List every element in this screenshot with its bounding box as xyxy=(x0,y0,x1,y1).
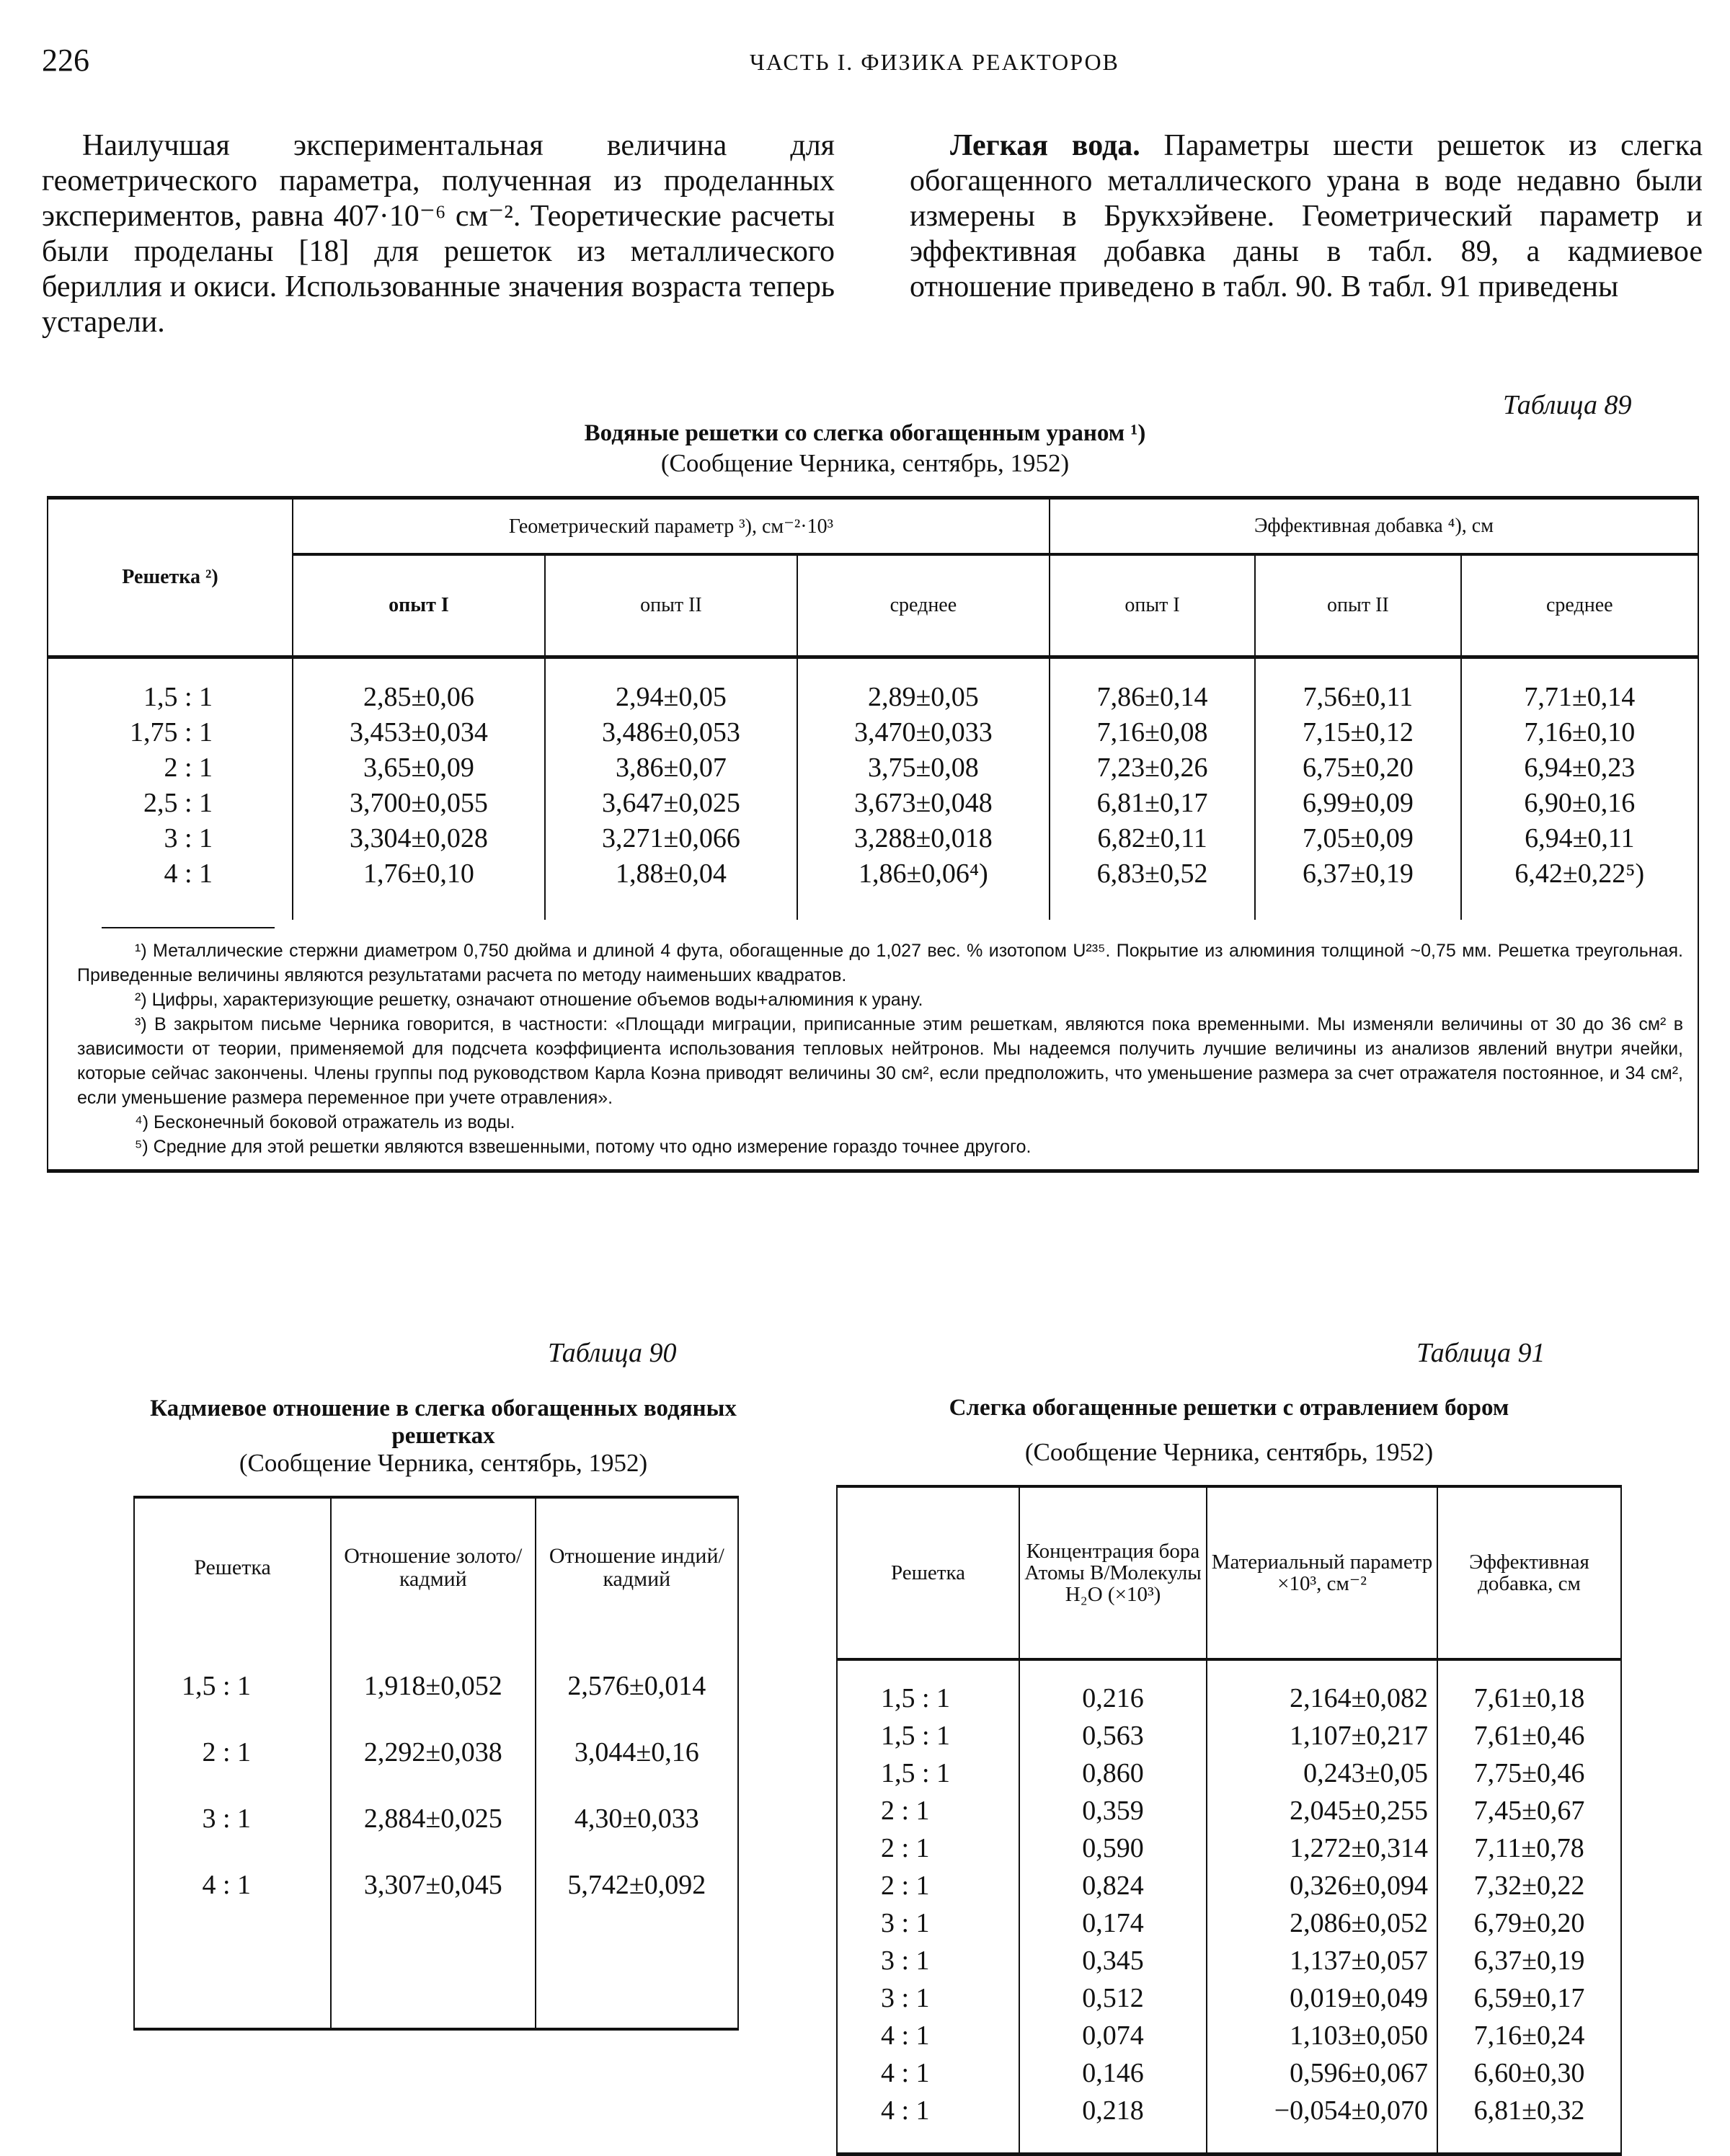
table-row xyxy=(837,2054,1621,2092)
table89-subheader: опыт I xyxy=(293,554,545,657)
value-cell: 0,243±0,05 xyxy=(1207,1754,1437,1792)
value-cell: 7,61±0,46 xyxy=(1437,1717,1621,1754)
value-cell: 2,086±0,052 xyxy=(1207,1904,1437,1942)
table-row xyxy=(837,1904,1621,1942)
lattice-cell: 3 : 1 xyxy=(837,1904,1019,1942)
value-cell: 3,453±0,034 xyxy=(293,714,545,750)
table-row xyxy=(837,1680,1621,1717)
lattice-cell: 1,5 : 1 xyxy=(837,1717,1019,1754)
table91-header-boron: Концентрация бора Атомы B/Молекулы H₂O (×10³) xyxy=(1019,1488,1207,1659)
value-cell: 5,742±0,092 xyxy=(536,1852,738,1918)
lattice-cell: 1,5 : 1 xyxy=(837,1680,1019,1717)
value-cell: 6,79±0,20 xyxy=(1437,1904,1621,1942)
value-cell: 0,074 xyxy=(1019,2017,1207,2054)
value-cell: 2,85±0,06 xyxy=(293,679,545,714)
value-cell: 0,216 xyxy=(1019,1680,1207,1717)
table89-title: Водяные решетки со слегка обогащенным ураном ¹) xyxy=(584,420,1146,446)
table91 xyxy=(836,1485,1622,2156)
value-cell: 7,23±0,26 xyxy=(1050,750,1255,785)
footnote: ³) В закрытом письме Черника говорится, в частности: «Площади миграции, приписанные этим решеткам, являются пока временными. Мы изменяли величины от 30 до 36 см² в зависимости от теории, применяемой для подсчета коэффициента использования тепловых нейтронов. Мы надеемся получить лучшие величины из анализов явлений внутри ячейки, которые сейчас закончены. Члены группы под руководством Карла Коэна приводят величины 30 см², если предположить, что уменьшение размера за счет отражателя постоянное, и 34 см², если уменьшение размера переменное при учете отравления». xyxy=(77,1014,1683,1108)
body-right-text: Параметры шести решеток из слегка обогащенного металлического урана в воде недавно были измерены в Брукхэйвене. Геометрический параметр и эффективная добавка даны в табл. 89, а кадмиевое отношение приведено в табл. 90. В табл. 91 приведены xyxy=(910,129,1703,303)
value-cell: 7,16±0,08 xyxy=(1050,714,1255,750)
value-cell: 3,288±0,018 xyxy=(797,820,1050,856)
table-row xyxy=(134,1852,738,1918)
lattice-cell: 4 : 1 xyxy=(48,856,293,891)
value-cell: 7,45±0,67 xyxy=(1437,1792,1621,1829)
value-cell: 0,596±0,067 xyxy=(1207,2054,1437,2092)
table89-header-lattice: Решетка ²) xyxy=(48,500,293,657)
table89-subheader: опыт II xyxy=(1255,554,1460,657)
table-row xyxy=(837,1754,1621,1792)
value-cell: 3,271±0,066 xyxy=(545,820,797,856)
value-cell: 2,164±0,082 xyxy=(1207,1680,1437,1717)
table-row xyxy=(837,1979,1621,2017)
table89-subtitle: (Сообщение Черника, сентябрь, 1952) xyxy=(660,449,1070,477)
value-cell: 1,107±0,217 xyxy=(1207,1717,1437,1754)
table-row xyxy=(48,750,1698,785)
footnote: ²) Цифры, характеризующие решетку, означают отношение объемов воды+алюминия к урану. xyxy=(135,990,923,1010)
value-cell: 7,71±0,14 xyxy=(1461,679,1698,714)
lattice-cell: 3 : 1 xyxy=(837,1979,1019,2017)
table91-header-extrapolation: Эффективная добавка, см xyxy=(1437,1488,1621,1659)
value-cell: 2,884±0,025 xyxy=(331,1785,536,1852)
value-cell: 0,146 xyxy=(1019,2054,1207,2092)
table-row xyxy=(837,1717,1621,1754)
value-cell: 6,75±0,20 xyxy=(1255,750,1460,785)
footnote: ⁵) Средние для этой решетки являются взвешенными, потому что одно измерение гораздо точнее другого. xyxy=(135,1137,1032,1157)
table90-title: Кадмиевое отношение в слегка обогащенных водяных решетках xyxy=(150,1396,737,1449)
table-row xyxy=(837,2017,1621,2054)
table91-header-buckling: Материальный параметр ×10³, см⁻² xyxy=(1207,1488,1437,1659)
value-cell: 3,647±0,025 xyxy=(545,785,797,820)
table90 xyxy=(133,1496,739,2031)
table90-grid xyxy=(133,1499,739,2028)
page-number: 226 xyxy=(42,43,89,78)
body-right-paragraph xyxy=(910,128,1703,305)
table-row xyxy=(837,1829,1621,1867)
value-cell: 3,673±0,048 xyxy=(797,785,1050,820)
value-cell: 1,272±0,314 xyxy=(1207,1829,1437,1867)
table90-header-lattice: Решетка xyxy=(134,1499,331,1637)
table89-header-extrapolation: Эффективная добавка ⁴), см xyxy=(1050,500,1698,554)
running-title: ЧАСТЬ I. ФИЗИКА РЕАКТОРОВ xyxy=(750,49,1119,75)
lattice-cell: 3 : 1 xyxy=(134,1785,331,1852)
lattice-cell: 2 : 1 xyxy=(48,750,293,785)
value-cell: 1,918±0,052 xyxy=(331,1653,536,1719)
value-cell: 7,05±0,09 xyxy=(1255,820,1460,856)
value-cell: 3,486±0,053 xyxy=(545,714,797,750)
table89 xyxy=(47,496,1699,1173)
lattice-cell: 2 : 1 xyxy=(837,1829,1019,1867)
value-cell: 0,019±0,049 xyxy=(1207,1979,1437,2017)
value-cell: 1,88±0,04 xyxy=(545,856,797,891)
lattice-cell: 1,5 : 1 xyxy=(837,1754,1019,1792)
table-row xyxy=(134,1785,738,1852)
table89-label: Таблица 89 xyxy=(1503,390,1632,420)
value-cell: 3,700±0,055 xyxy=(293,785,545,820)
value-cell: 6,99±0,09 xyxy=(1255,785,1460,820)
lattice-cell: 3 : 1 xyxy=(48,820,293,856)
table89-subheader: опыт II xyxy=(545,554,797,657)
value-cell: 3,86±0,07 xyxy=(545,750,797,785)
value-cell: 7,56±0,11 xyxy=(1255,679,1460,714)
lattice-cell: 4 : 1 xyxy=(837,2092,1019,2129)
value-cell: 2,292±0,038 xyxy=(331,1719,536,1785)
value-cell: 0,512 xyxy=(1019,1979,1207,2017)
value-cell: 3,75±0,08 xyxy=(797,750,1050,785)
value-cell: 1,76±0,10 xyxy=(293,856,545,891)
table-row xyxy=(48,820,1698,856)
lattice-cell: 1,5 : 1 xyxy=(134,1653,331,1719)
table91-title: Слегка обогащенные решетки с отравлением бором xyxy=(949,1395,1509,1421)
value-cell: −0,054±0,070 xyxy=(1207,2092,1437,2129)
value-cell: 6,94±0,11 xyxy=(1461,820,1698,856)
value-cell: 1,137±0,057 xyxy=(1207,1942,1437,1979)
table-row xyxy=(48,679,1698,714)
table91-label: Таблица 91 xyxy=(1416,1338,1545,1368)
value-cell: 7,16±0,10 xyxy=(1461,714,1698,750)
footnote: ⁴) Бесконечный боковой отражатель из воды. xyxy=(135,1112,515,1132)
value-cell: 0,218 xyxy=(1019,2092,1207,2129)
body-left-paragraph: Наилучшая экспериментальная величина для геометрического параметра, полученная из проделанных экспериментов, равна 407·10⁻⁶ см⁻². Теоретические расчеты были проделаны [18] для решеток из металлического бериллия и окиси. Использованные значения возраста теперь устарели. xyxy=(42,129,835,339)
table90-header-gold: Отношение золото/кадмий xyxy=(331,1499,536,1637)
lattice-cell: 2,5 : 1 xyxy=(48,785,293,820)
table-row xyxy=(134,1719,738,1785)
lattice-cell: 3 : 1 xyxy=(837,1942,1019,1979)
table90-subtitle: (Сообщение Черника, сентябрь, 1952) xyxy=(239,1449,648,1477)
table90-label: Таблица 90 xyxy=(548,1338,677,1368)
value-cell: 1,86±0,06⁴) xyxy=(797,856,1050,891)
lattice-cell: 4 : 1 xyxy=(134,1852,331,1918)
table-row xyxy=(837,1792,1621,1829)
value-cell: 7,32±0,22 xyxy=(1437,1867,1621,1904)
lattice-cell: 1,5 : 1 xyxy=(48,679,293,714)
value-cell: 7,61±0,18 xyxy=(1437,1680,1621,1717)
table89-footnotes xyxy=(47,920,1699,1169)
body-left-column xyxy=(42,128,835,340)
table-row xyxy=(48,856,1698,891)
value-cell: 0,326±0,094 xyxy=(1207,1867,1437,1904)
value-cell: 0,359 xyxy=(1019,1792,1207,1829)
value-cell: 6,81±0,32 xyxy=(1437,2092,1621,2129)
value-cell: 7,75±0,46 xyxy=(1437,1754,1621,1792)
table91-grid xyxy=(836,1488,1622,2152)
footnote: ¹) Металлические стержни диаметром 0,750 дюйма и длиной 4 фута, обогащенные до 1,027 вес. % изотопом U²³⁵. Покрытие из алюминия толщиной ~0,75 мм. Решетка треугольная. Приведенные величины являются результатами расчета по методу наименьших квадратов. xyxy=(77,941,1683,985)
body-right-column xyxy=(910,128,1703,305)
value-cell: 2,89±0,05 xyxy=(797,679,1050,714)
value-cell: 6,83±0,52 xyxy=(1050,856,1255,891)
table89-grid xyxy=(47,500,1699,920)
table91-header-lattice: Решетка xyxy=(837,1488,1019,1659)
table89-header-geometric: Геометрический параметр ³), см⁻²·10³ xyxy=(293,500,1050,554)
value-cell: 3,044±0,16 xyxy=(536,1719,738,1785)
table91-subtitle: (Сообщение Черника, сентябрь, 1952) xyxy=(1024,1438,1434,1466)
value-cell: 2,94±0,05 xyxy=(545,679,797,714)
value-cell: 2,576±0,014 xyxy=(536,1653,738,1719)
value-cell: 4,30±0,033 xyxy=(536,1785,738,1852)
value-cell: 1,103±0,050 xyxy=(1207,2017,1437,2054)
lattice-cell: 4 : 1 xyxy=(837,2054,1019,2092)
value-cell: 6,82±0,11 xyxy=(1050,820,1255,856)
value-cell: 6,37±0,19 xyxy=(1255,856,1460,891)
value-cell: 0,824 xyxy=(1019,1867,1207,1904)
value-cell: 0,860 xyxy=(1019,1754,1207,1792)
lattice-cell: 2 : 1 xyxy=(134,1719,331,1785)
lattice-cell: 4 : 1 xyxy=(837,2017,1019,2054)
table89-subheader: опыт I xyxy=(1050,554,1255,657)
table90-header-indium: Отношение индий/кадмий xyxy=(536,1499,738,1637)
lattice-cell: 2 : 1 xyxy=(837,1867,1019,1904)
value-cell: 6,59±0,17 xyxy=(1437,1979,1621,2017)
value-cell: 6,42±0,22⁵) xyxy=(1461,856,1698,891)
table-row xyxy=(837,1867,1621,1904)
table89-subheader: среднее xyxy=(1461,554,1698,657)
section-lead: Легкая вода. xyxy=(950,129,1140,162)
value-cell: 7,11±0,78 xyxy=(1437,1829,1621,1867)
table-row xyxy=(134,1653,738,1719)
value-cell: 7,15±0,12 xyxy=(1255,714,1460,750)
value-cell: 3,65±0,09 xyxy=(293,750,545,785)
value-cell: 7,16±0,24 xyxy=(1437,2017,1621,2054)
value-cell: 3,307±0,045 xyxy=(331,1852,536,1918)
value-cell: 3,304±0,028 xyxy=(293,820,545,856)
footnote-rule xyxy=(102,927,275,928)
table89-subheader: среднее xyxy=(797,554,1050,657)
value-cell: 6,60±0,30 xyxy=(1437,2054,1621,2092)
value-cell: 3,470±0,033 xyxy=(797,714,1050,750)
value-cell: 6,94±0,23 xyxy=(1461,750,1698,785)
value-cell: 0,345 xyxy=(1019,1942,1207,1979)
table-row xyxy=(837,2092,1621,2129)
value-cell: 6,37±0,19 xyxy=(1437,1942,1621,1979)
value-cell: 6,90±0,16 xyxy=(1461,785,1698,820)
value-cell: 0,563 xyxy=(1019,1717,1207,1754)
value-cell: 7,86±0,14 xyxy=(1050,679,1255,714)
value-cell: 0,174 xyxy=(1019,1904,1207,1942)
table-row xyxy=(48,785,1698,820)
lattice-cell: 2 : 1 xyxy=(837,1792,1019,1829)
table-row xyxy=(837,1942,1621,1979)
value-cell: 0,590 xyxy=(1019,1829,1207,1867)
value-cell: 2,045±0,255 xyxy=(1207,1792,1437,1829)
lattice-cell: 1,75 : 1 xyxy=(48,714,293,750)
value-cell: 6,81±0,17 xyxy=(1050,785,1255,820)
table-row xyxy=(48,714,1698,750)
